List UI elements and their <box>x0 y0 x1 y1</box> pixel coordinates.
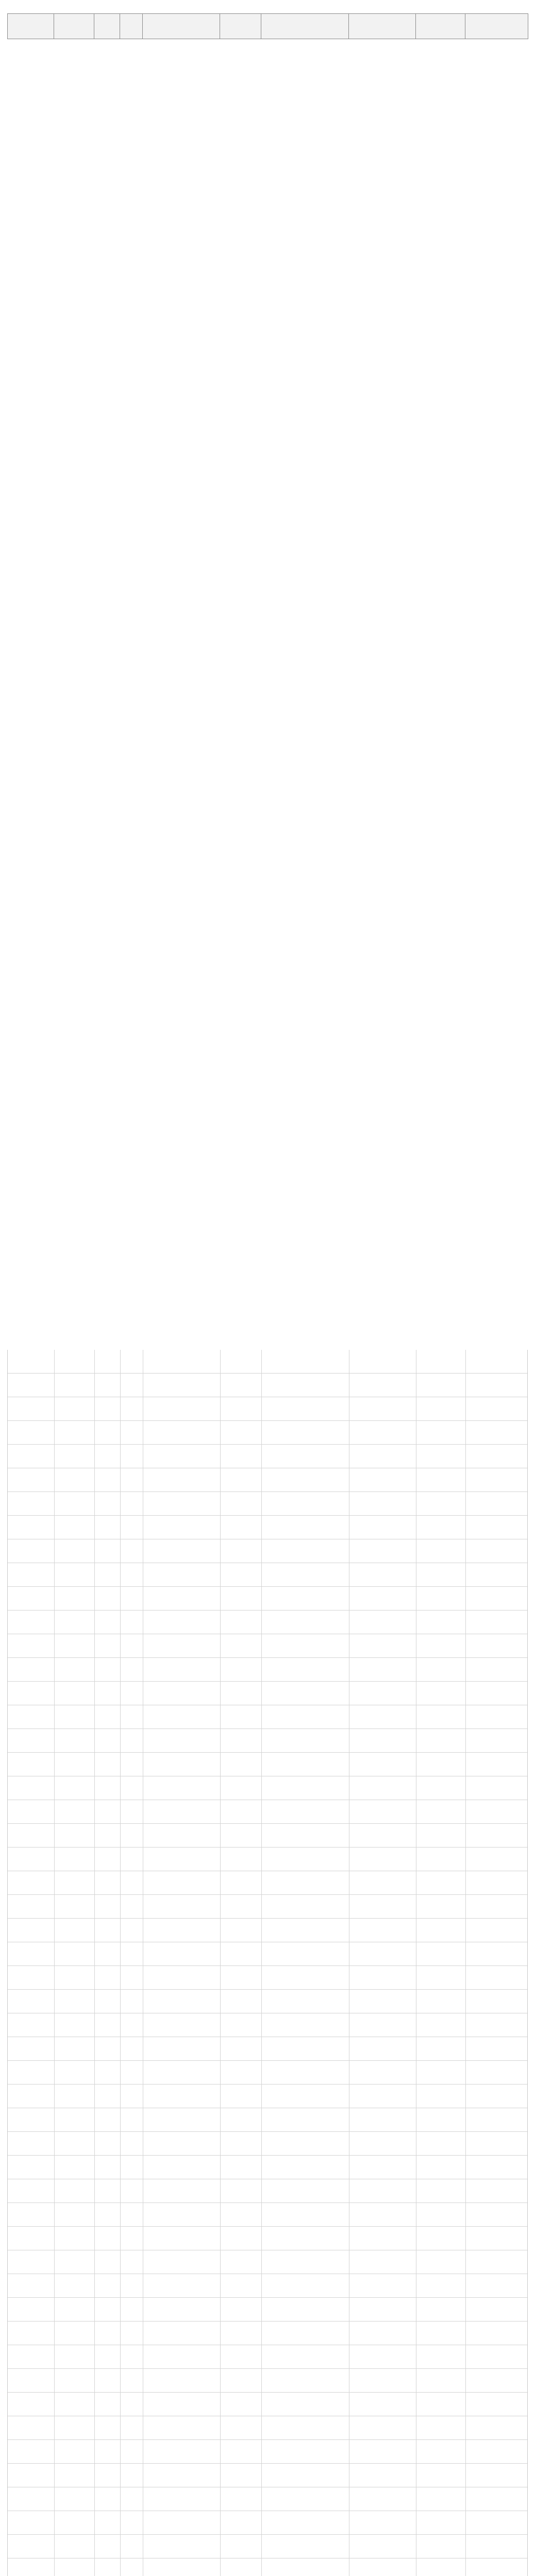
table-continuation <box>7 1350 528 2576</box>
header-phone <box>416 14 465 39</box>
header-conditions <box>261 14 349 39</box>
header-count <box>120 14 143 39</box>
header-category <box>94 14 120 39</box>
header-degree <box>220 14 261 39</box>
recruitment-table <box>7 13 528 39</box>
header-address <box>349 14 416 39</box>
document-page <box>7 7 528 39</box>
table-header-row <box>8 14 528 39</box>
header-email <box>465 14 528 39</box>
header-unit <box>8 14 54 39</box>
header-post <box>54 14 94 39</box>
header-major <box>143 14 220 39</box>
